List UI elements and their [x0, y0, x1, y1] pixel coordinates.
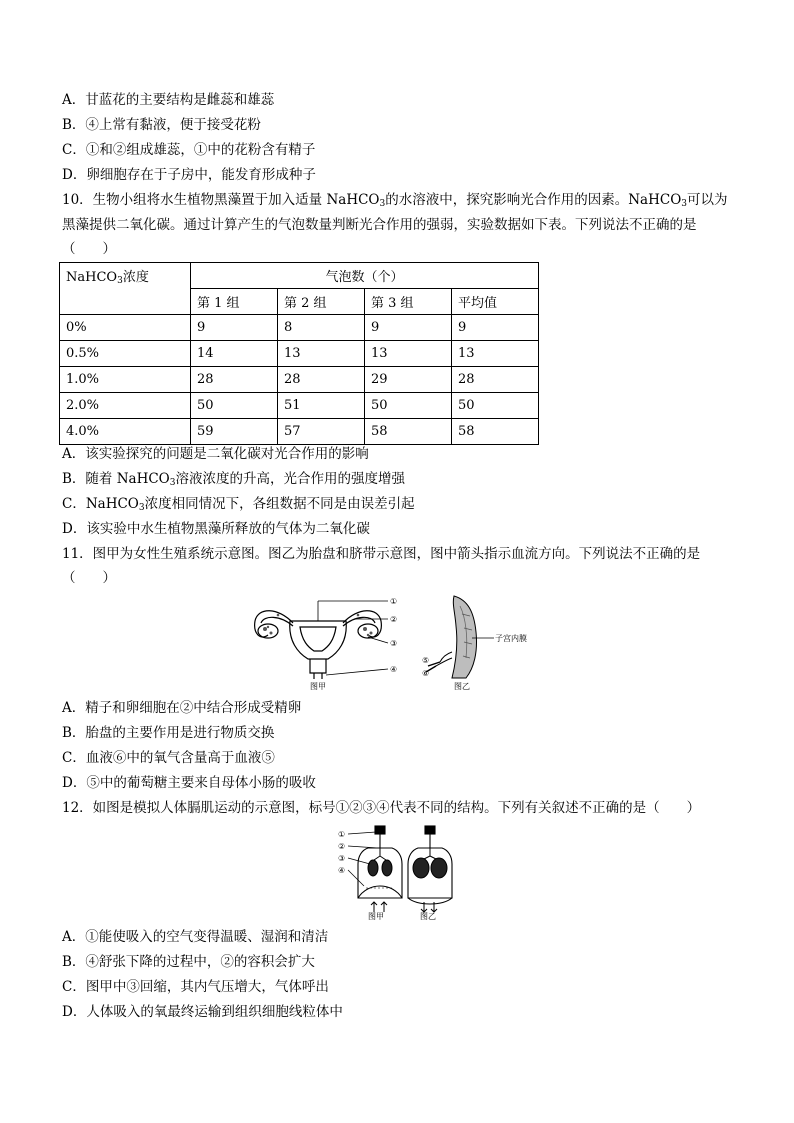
q11-stem-line2: （ ） — [62, 570, 116, 586]
q12-stem: 12．如图是模拟人体膈肌运动的示意图，标号①②③④代表不同的结构。下列有关叙述不正确的是（ ） — [62, 800, 701, 816]
fig12-label-2: ② — [338, 842, 346, 851]
table-cell: 0% — [60, 315, 191, 341]
table-cell: 58 — [365, 419, 452, 445]
table-cell: 9 — [365, 315, 452, 341]
q10-stem-line3: （ ） — [62, 241, 116, 257]
table-cell: 13 — [278, 341, 365, 367]
q9-option-a: A．甘蓝花的主要结构是雌蕊和雄蕊 — [62, 92, 275, 108]
table-cell: 13 — [452, 341, 539, 367]
q12-option-b: B．④舒张下降的过程中，②的容积会扩大 — [62, 954, 315, 970]
table-cell: 9 — [452, 315, 539, 341]
fig-jia-caption: 图甲 — [310, 682, 326, 691]
q10-option-b: B．随着 NaHCO$_3$溶液浓度的升高，光合作用的强度增强 — [62, 471, 405, 488]
fig-jia-label-4: ④ — [390, 665, 398, 674]
q11-option-c: C．血液⑥中的氧气含量高于血液⑤ — [62, 750, 275, 766]
table-cell: 50 — [365, 393, 452, 419]
table-cell: 58 — [452, 419, 539, 445]
table-row — [60, 393, 539, 419]
table-cell: 28 — [191, 367, 278, 393]
q11-stem-line1: 11．图甲为女性生殖系统示意图。图乙为胎盘和脐带示意图，图中箭头指示血流方向。下列说法不正确的是 — [62, 546, 701, 562]
q12-option-d: D．人体吸入的氧最终运输到组织细胞线粒体中 — [62, 1004, 343, 1020]
q12-option-c: C．图甲中③回缩，其内气压增大，气体呼出 — [62, 979, 329, 995]
q10-option-d: D．该实验中水生植物黑藻所释放的气体为二氧化碳 — [62, 521, 370, 537]
table-cell: 0.5% — [60, 341, 191, 367]
q10-stem-line1: 10．生物小组将水生植物黑藻置于加入适量 NaHCO$_3$的水溶液中，探究影响光合作用的因素。NaHCO$_3$可以为 — [62, 192, 728, 209]
table-cell: 28 — [452, 367, 539, 393]
table-header-group3: 第 3 组 — [365, 289, 452, 315]
fig-jia-label-1: ① — [390, 597, 398, 606]
table-header-group2: 第 2 组 — [278, 289, 365, 315]
table-cell: 14 — [191, 341, 278, 367]
table-header-average: 平均值 — [452, 289, 539, 315]
q9-option-d: D．卵细胞存在于子房中，能发育形成种子 — [62, 167, 316, 183]
table-cell: 59 — [191, 419, 278, 445]
table-row — [60, 341, 539, 367]
q10-stem-line2: 黑藻提供二氧化碳。通过计算产生的气泡数量判断光合作用的强弱，实验数据如下表。下列说法不正确的是 — [62, 217, 697, 233]
table-cell: 57 — [278, 419, 365, 445]
fig-yi-caption: 图乙 — [454, 682, 470, 691]
q9-option-c: C．①和②组成雄蕊，①中的花粉含有精子 — [62, 142, 316, 158]
female-reproductive-diagram — [248, 593, 408, 691]
fig-jia-label-3: ③ — [390, 639, 398, 648]
fig-yi-uterine-lining-label: 子宫内膜 — [495, 634, 527, 643]
fig12-label-3: ③ — [338, 854, 346, 863]
table-cell: 28 — [278, 367, 365, 393]
q11-option-b: B．胎盘的主要作用是进行物质交换 — [62, 725, 275, 741]
bubble-count-table — [59, 262, 539, 445]
table-cell: 51 — [278, 393, 365, 419]
table-row — [60, 315, 539, 341]
table-cell: 8 — [278, 315, 365, 341]
fig12-caption-yi: 图乙 — [420, 912, 436, 920]
table-cell: 13 — [365, 341, 452, 367]
fig-jia-label-2: ② — [390, 615, 398, 624]
q10-option-c: C．NaHCO$_3$浓度相同情况下，各组数据不同是由误差引起 — [62, 496, 415, 513]
q11-option-d: D．⑤中的葡萄糖主要来自母体小肠的吸收 — [62, 775, 316, 791]
fig12-label-1: ① — [338, 830, 346, 839]
table-cell: 2.0% — [60, 393, 191, 419]
table-cell: 29 — [365, 367, 452, 393]
fig12-caption-jia: 图甲 — [368, 912, 384, 920]
table-cell: 9 — [191, 315, 278, 341]
q11-option-a: A．精子和卵细胞在②中结合形成受精卵 — [62, 700, 302, 716]
diaphragm-model-diagram — [338, 824, 462, 920]
table-cell: 4.0% — [60, 419, 191, 445]
fig-yi-label-5: ⑤ — [422, 656, 430, 665]
table-cell: 1.0% — [60, 367, 191, 393]
fig12-label-4: ④ — [338, 866, 346, 875]
table-header-bubbles: 气泡数（个） — [191, 263, 539, 289]
q10-option-a: A．该实验探究的问题是二氧化碳对光合作用的影响 — [62, 446, 369, 462]
fig-yi-label-6: ⑥ — [422, 669, 430, 678]
table-row — [60, 367, 539, 393]
q9-option-b: B．④上常有黏液，便于接受花粉 — [62, 117, 261, 133]
q12-option-a: A．①能使吸入的空气变得温暖、湿润和清洁 — [62, 929, 329, 945]
placenta-diagram — [422, 592, 542, 692]
table-cell: 50 — [452, 393, 539, 419]
table-header-group1: 第 1 组 — [191, 289, 278, 315]
table-header-concentration: NaHCO$_3$浓度 — [60, 263, 191, 315]
table-row — [60, 419, 539, 445]
table-cell: 50 — [191, 393, 278, 419]
